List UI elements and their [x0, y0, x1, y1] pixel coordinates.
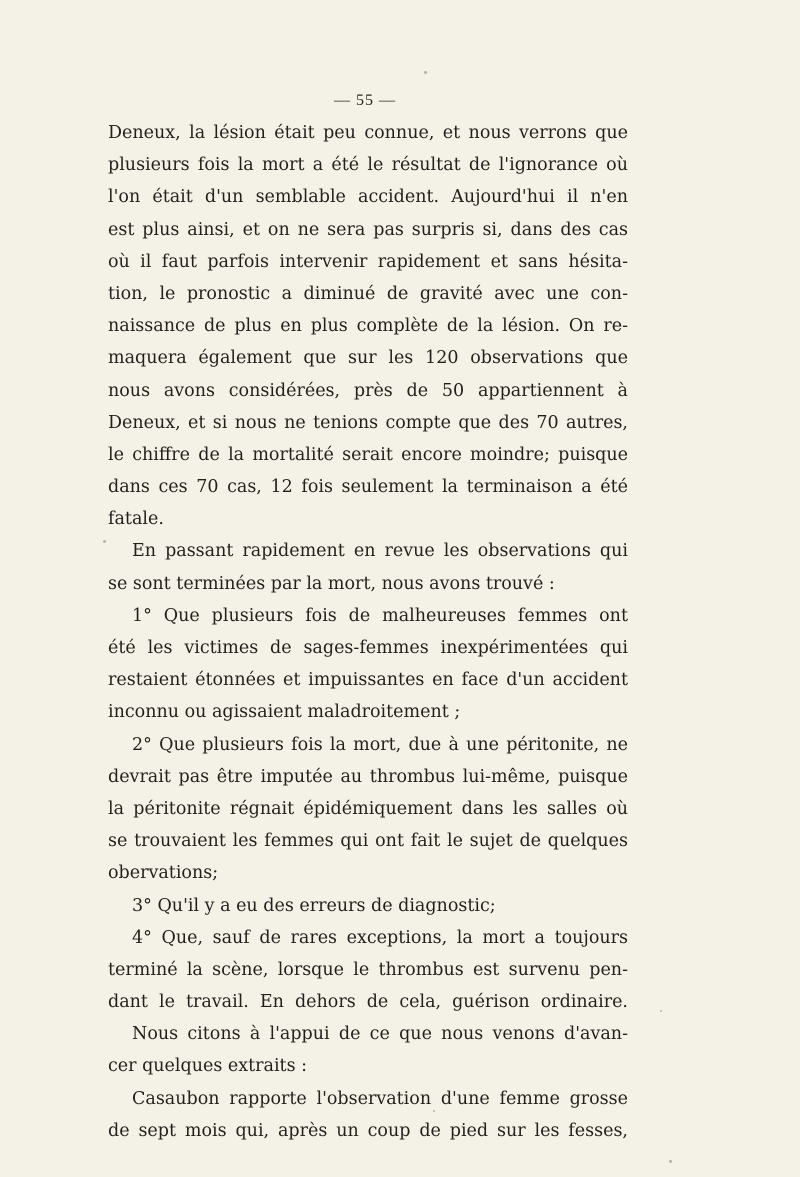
text-line: plusieurs fois la mort a été le résultat de l'ignorance où — [108, 155, 628, 176]
text-line: inconnu ou agissaient maladroitement ; — [108, 702, 461, 723]
text-line: de sept mois qui, après un coup de pied sur les fesses, — [108, 1120, 628, 1141]
text-line: nous avons considérées, près de 50 appartiennent à — [108, 380, 628, 401]
text-line: Nous citons à l'appui de ce que nous venons d'avan- — [132, 1024, 628, 1045]
text-line: 2° Que plusieurs fois la mort, due à une péritonite, ne — [132, 734, 628, 755]
paper-speck — [669, 1160, 672, 1163]
page-number: — 55 — — [334, 92, 396, 109]
text-line: naissance de plus en plus complète de la lésion. On re- — [108, 316, 628, 337]
text-line: Deneux, et si nous ne tenions compte que des 70 autres, — [108, 412, 628, 433]
paper-speck — [660, 1010, 662, 1012]
text-line: est plus ainsi, et on ne sera pas surpris si, dans des cas — [108, 219, 628, 240]
paper-speck — [103, 540, 106, 543]
text-line: dant le travail. En dehors de cela, guérison ordinaire. — [108, 992, 628, 1013]
text-line: l'on était d'un semblable accident. Aujourd'hui il n'en — [108, 187, 628, 208]
text-line: devrait pas être imputée au thrombus lui-même, puisque — [108, 766, 628, 787]
text-line: maquera également que sur les 120 observations que — [108, 348, 628, 369]
text-line: le chiffre de la mortalité serait encore moindre; puisque — [108, 444, 628, 465]
text-line: obervations; — [108, 863, 219, 884]
paper-speck — [424, 71, 427, 74]
text-line: où il faut parfois intervenir rapidement et sans hésita- — [108, 251, 628, 272]
text-line: restaient étonnées et impuissantes en face d'un accident — [108, 670, 628, 691]
text-line: 4° Que, sauf de rares exceptions, la mort a toujours — [132, 927, 628, 948]
text-line: 3° Qu'il y a eu des erreurs de diagnostic; — [132, 895, 496, 916]
text-line: En passant rapidement en revue les observations qui — [132, 541, 628, 562]
text-line: 1° Que plusieurs fois de malheureuses femmes ont — [132, 605, 628, 626]
text-line: la péritonite régnait épidémiquement dans les salles où — [108, 798, 628, 819]
text-line: tion, le pronostic a diminué de gravité avec une con- — [108, 283, 628, 304]
text-line: terminé la scène, lorsque le thrombus est survenu pen- — [108, 959, 628, 980]
text-line: Casaubon rapporte l'observation d'une femme grosse — [132, 1088, 628, 1109]
text-line: se sont terminées par la mort, nous avons trouvé : — [108, 573, 555, 594]
text-line: fatale. — [108, 509, 164, 530]
text-line: Deneux, la lésion était peu connue, et nous verrons que — [108, 123, 628, 143]
text-line: été les victimes de sages-femmes inexpérimentées qui — [108, 638, 628, 658]
text-line: dans ces 70 cas, 12 fois seulement la terminaison a été — [108, 477, 628, 498]
body-text — [108, 117, 628, 1147]
text-line: cer quelques extraits : — [108, 1056, 308, 1077]
text-line: se trouvaient les femmes qui ont fait le sujet de quelques — [108, 831, 628, 852]
paper-speck — [433, 1110, 435, 1112]
